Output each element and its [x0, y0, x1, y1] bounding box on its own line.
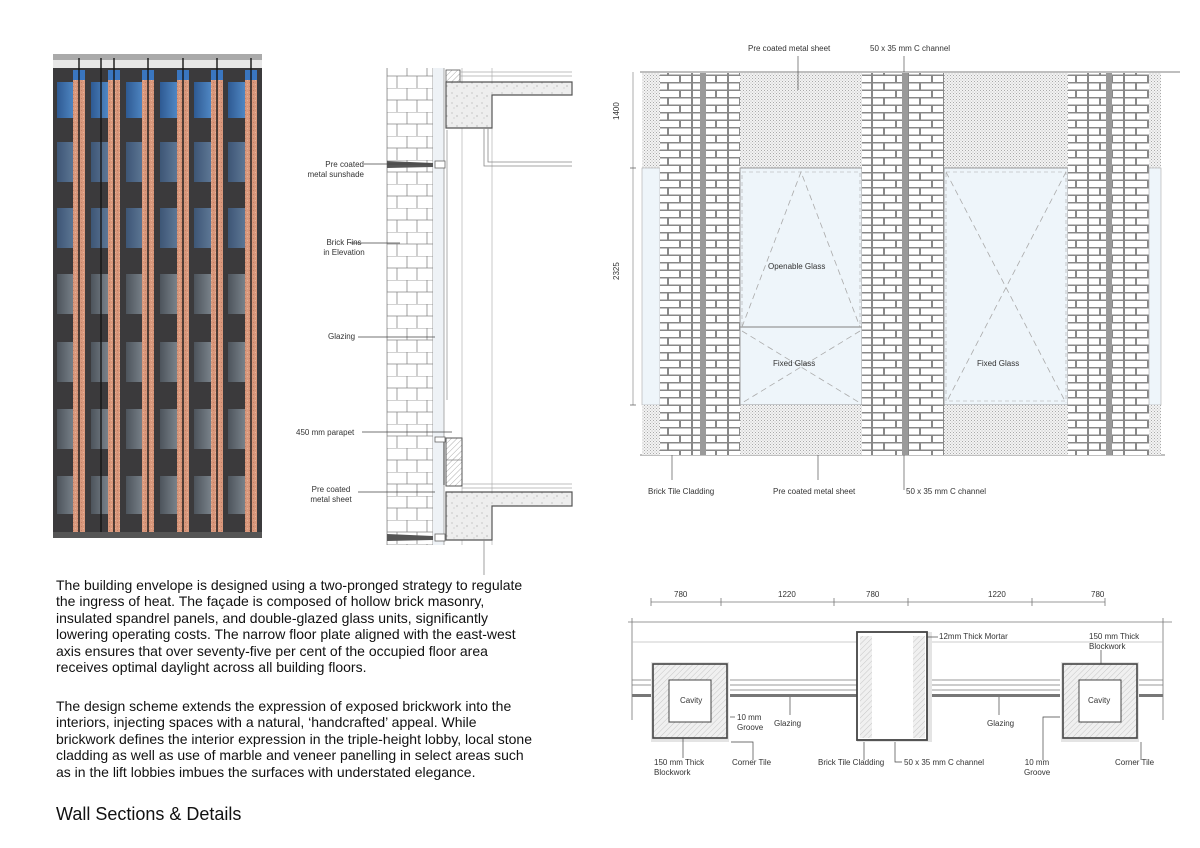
label-fixed-glass-1: Fixed Glass	[773, 359, 816, 368]
label-line: Brick Fins	[326, 238, 362, 247]
label-line: 150 mm Thick	[654, 758, 705, 767]
facade-render	[53, 54, 262, 538]
label-metal-sunshade	[296, 160, 364, 180]
label-line: 150 mm Thick	[1089, 632, 1140, 641]
dimension-780-3: 780	[1091, 590, 1105, 599]
label-blockwork-right	[1089, 632, 1139, 652]
label-groove-left	[737, 713, 763, 733]
label-line: in Elevation	[323, 248, 365, 257]
label-corner-tile-right: Corner Tile	[1115, 758, 1155, 767]
dimension-1220-2: 1220	[988, 590, 1006, 599]
dimension-1220-1: 1220	[778, 590, 796, 599]
label-line: 10 mm	[737, 713, 762, 722]
label-top-metal-sheet: Pre coated metal sheet	[748, 44, 831, 53]
dimension-1400: 1400	[612, 102, 621, 120]
label-brick-tile-cladding: Brick Tile Cladding	[648, 487, 715, 496]
dimension-780-1: 780	[674, 590, 688, 599]
label-blockwork-left	[654, 758, 704, 778]
label-parapet: 450 mm parapet	[296, 428, 355, 437]
label-line: 10 mm	[1024, 758, 1050, 767]
description-paragraph-2: The design scheme extends the expression of exposed brickwork into the interiors, injecting spaces with a natural, ‘handcrafted’ appeal. While brickwork defines the interior expression in the triple-height lobby, local stone cladding as well as use of marble and veneer panelling in select areas such as in the lift lobbies imbues the surfaces with understated elegance.	[56, 698, 532, 780]
label-line: Groove	[1024, 768, 1051, 777]
label-fixed-glass-2: Fixed Glass	[977, 359, 1020, 368]
label-cavity-right: Cavity	[1088, 696, 1111, 705]
label-brick-fins	[314, 238, 374, 258]
label-line: Blockwork	[654, 768, 691, 777]
label-glazing-left: Glazing	[774, 719, 802, 728]
label-glazing: Glazing	[328, 332, 356, 341]
label-bottom-metal-sheet: Pre coated metal sheet	[773, 487, 856, 496]
label-groove-right	[1024, 758, 1050, 778]
label-top-c-channel: 50 x 35 mm C channel	[870, 44, 951, 53]
label-glazing-right: Glazing	[987, 719, 1015, 728]
elevation-drawing	[620, 60, 1180, 480]
label-line: Blockwork	[1089, 642, 1126, 651]
label-mortar: 12mm Thick Mortar	[939, 632, 1008, 641]
label-line: metal sunshade	[307, 170, 364, 179]
dimension-780-2: 780	[866, 590, 880, 599]
label-cavity-left: Cavity	[680, 696, 703, 705]
label-line: Groove	[737, 723, 764, 732]
label-line: Pre coated	[311, 485, 351, 494]
page-title: Wall Sections & Details	[56, 804, 242, 824]
label-openable-glass: Openable Glass	[768, 262, 826, 271]
label-brick-tile-plan: Brick Tile Cladding	[818, 758, 885, 767]
description-paragraph-1: The building envelope is designed using a two-pronged strategy to regulate the ingress of heat. The façade is composed of hollow brick masonry, insulated spandrel panels, and double-glazed glass units, significantly lowering operating costs. The narrow floor plate aligned with the east-west axis ensures that over seventy-five per cent of the occupied floor area receives optimal daylight across all building floors.	[56, 577, 523, 676]
facade-render-graphic	[53, 54, 262, 538]
label-corner-tile-left: Corner Tile	[732, 758, 772, 767]
label-c-channel-plan: 50 x 35 mm C channel	[904, 758, 985, 767]
wall-section-drawing	[380, 40, 580, 550]
label-line: metal sheet	[310, 495, 352, 504]
label-line: Pre coated	[325, 160, 364, 169]
dimension-2325: 2325	[612, 262, 621, 280]
label-bottom-c-channel: 50 x 35 mm C channel	[906, 487, 987, 496]
label-metal-sheet	[306, 485, 356, 505]
